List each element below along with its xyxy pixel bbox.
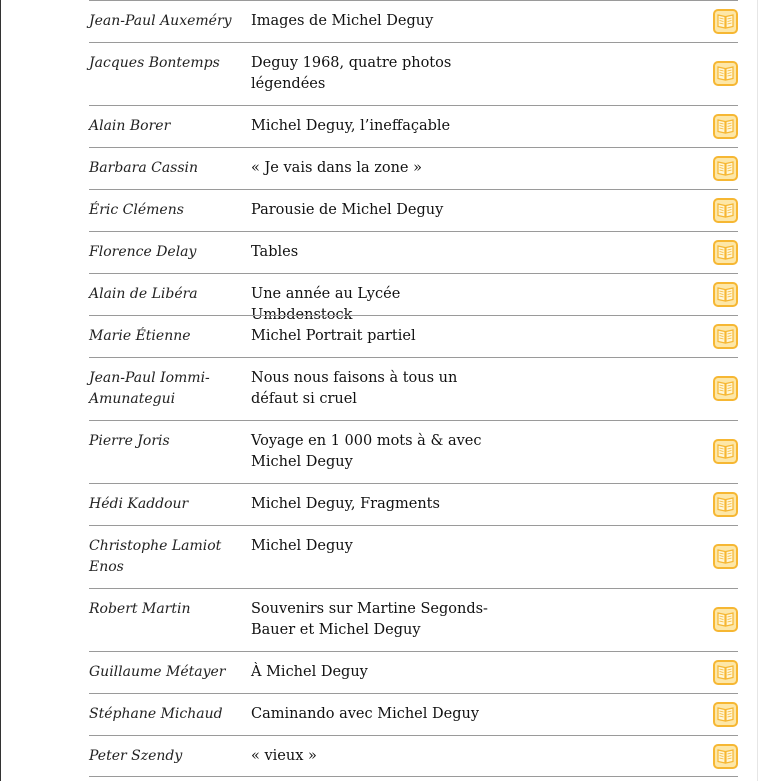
- book-icon[interactable]: [713, 439, 738, 464]
- article-title-link[interactable]: Images de Michel Deguy: [251, 13, 434, 29]
- article-title-link[interactable]: À Michel Deguy: [251, 664, 368, 680]
- book-icon[interactable]: [713, 198, 738, 223]
- author-name: Stéphane Michaud: [89, 706, 223, 722]
- author-name: Éric Clémens: [89, 202, 184, 218]
- article-title-link[interactable]: Deguy 1968, quatre photos légendées: [251, 55, 452, 92]
- table-row: [89, 420, 738, 483]
- open-book-glyph: [715, 378, 736, 399]
- table-row: [89, 42, 738, 105]
- open-book-glyph: [715, 746, 736, 767]
- book-icon[interactable]: [713, 324, 738, 349]
- article-title-link[interactable]: Voyage en 1 000 mots à & avec Michel Deguy: [251, 433, 482, 470]
- book-icon[interactable]: [713, 282, 738, 307]
- open-book-glyph: [715, 116, 736, 137]
- book-icon[interactable]: [713, 376, 738, 401]
- book-icon[interactable]: [713, 240, 738, 265]
- author-name: Pierre Joris: [89, 433, 170, 449]
- article-title-link[interactable]: Tables: [251, 244, 299, 260]
- open-book-glyph: [715, 242, 736, 263]
- article-title-link[interactable]: Michel Portrait partiel: [251, 328, 416, 344]
- table-row: [89, 231, 738, 273]
- table-row: [89, 189, 738, 231]
- article-title-link[interactable]: Michel Deguy, l’ineffaçable: [251, 118, 451, 134]
- article-title-link[interactable]: Michel Deguy, Fragments: [251, 496, 440, 512]
- author-name: Guillaume Métayer: [89, 664, 226, 680]
- table-row: [89, 651, 738, 693]
- book-icon[interactable]: [713, 156, 738, 181]
- contributions-table: [89, 0, 738, 777]
- page-left-border: [0, 0, 1, 781]
- open-book-glyph: [715, 546, 736, 567]
- table-row: [89, 588, 738, 651]
- open-book-glyph: [715, 609, 736, 630]
- open-book-glyph: [715, 494, 736, 515]
- author-name: Robert Martin: [89, 601, 191, 617]
- book-icon[interactable]: [713, 744, 738, 769]
- table-row: [89, 525, 738, 588]
- open-book-glyph: [715, 63, 736, 84]
- article-title-link[interactable]: « vieux »: [251, 748, 317, 764]
- table-row: [89, 357, 738, 420]
- table-row: [89, 105, 738, 147]
- author-name: Jean-Paul Iommi-Amunategui: [89, 370, 210, 407]
- author-name: Alain Borer: [89, 118, 171, 134]
- author-name: Christophe Lamiot Enos: [89, 538, 222, 575]
- article-title-link[interactable]: Souvenirs sur Martine Segonds-Bauer et Michel Deguy: [251, 601, 488, 638]
- article-title-link[interactable]: « Je vais dans la zone »: [251, 160, 422, 176]
- open-book-glyph: [715, 284, 736, 305]
- author-name: Jacques Bontemps: [89, 55, 220, 71]
- table-row: [89, 735, 738, 777]
- book-icon[interactable]: [713, 61, 738, 86]
- book-icon[interactable]: [713, 114, 738, 139]
- article-title-link[interactable]: Parousie de Michel Deguy: [251, 202, 444, 218]
- book-icon[interactable]: [713, 702, 738, 727]
- table-row: [89, 0, 738, 42]
- book-icon[interactable]: [713, 607, 738, 632]
- author-name: Barbara Cassin: [89, 160, 199, 176]
- author-name: Alain de Libéra: [89, 286, 198, 302]
- book-icon[interactable]: [713, 544, 738, 569]
- table-row: [89, 147, 738, 189]
- article-title-link[interactable]: Caminando avec Michel Deguy: [251, 706, 480, 722]
- table-row: [89, 273, 738, 323]
- open-book-glyph: [715, 441, 736, 462]
- open-book-glyph: [715, 11, 736, 32]
- open-book-glyph: [715, 200, 736, 221]
- book-icon[interactable]: [713, 660, 738, 685]
- page-right-border: [757, 0, 758, 781]
- article-title-link[interactable]: Michel Deguy: [251, 538, 353, 554]
- book-icon[interactable]: [713, 9, 738, 34]
- open-book-glyph: [715, 704, 736, 725]
- author-name: Peter Szendy: [89, 748, 183, 764]
- open-book-glyph: [715, 662, 736, 683]
- book-icon[interactable]: [713, 492, 738, 517]
- table-row: [89, 315, 738, 357]
- author-name: Florence Delay: [89, 244, 197, 260]
- author-name: Jean-Paul Auxeméry: [89, 13, 232, 29]
- author-name: Hédi Kaddour: [89, 496, 189, 512]
- article-title-link[interactable]: Une année au Lycée Umbdenstock: [251, 286, 401, 323]
- author-name: Marie Étienne: [89, 328, 191, 344]
- table-row: [89, 483, 738, 525]
- article-title-link[interactable]: Nous nous faisons à tous un défaut si cruel: [251, 370, 458, 407]
- table-row: [89, 693, 738, 735]
- open-book-glyph: [715, 326, 736, 347]
- open-book-glyph: [715, 158, 736, 179]
